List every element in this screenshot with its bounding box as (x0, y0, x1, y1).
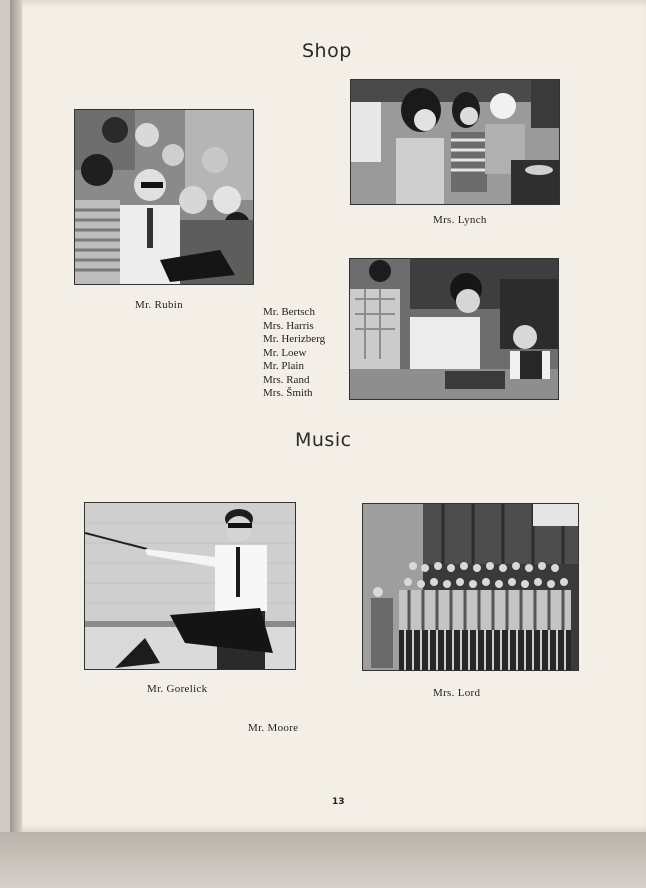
staff-name: Mrs. Rand (263, 373, 310, 386)
caption-lynch: Mrs. Lynch (433, 214, 487, 226)
shop-heading: Shop (302, 40, 352, 62)
caption-moore: Mr. Moore (248, 722, 299, 734)
photo-lord-choir (362, 503, 579, 671)
photo-rubin-group (74, 109, 254, 285)
music-heading: Music (295, 429, 352, 451)
page-binding-edge (10, 0, 22, 832)
photo-gorelick-conducting (84, 502, 296, 670)
caption-lord: Mrs. Lord (433, 687, 481, 699)
staff-name: Mr. Herizberg (263, 333, 326, 345)
caption-gorelick: Mr. Gorelick (147, 683, 208, 695)
scan-bottom-margin (0, 832, 646, 888)
photo-lynch-kitchen (350, 79, 560, 205)
shop-staff-list (263, 306, 325, 401)
staff-name: Mrs. Šmith (263, 387, 313, 399)
yearbook-page (10, 0, 646, 832)
staff-name: Mr. Plain (263, 360, 304, 372)
photo-shop-workbench (349, 258, 559, 400)
staff-name: Mr. Loew (263, 346, 307, 359)
page-number: 13 (332, 797, 345, 807)
staff-name: Mrs. Harris (263, 319, 314, 332)
caption-rubin: Mr. Rubin (135, 299, 183, 311)
staff-name: Mr. Bertsch (263, 306, 315, 318)
